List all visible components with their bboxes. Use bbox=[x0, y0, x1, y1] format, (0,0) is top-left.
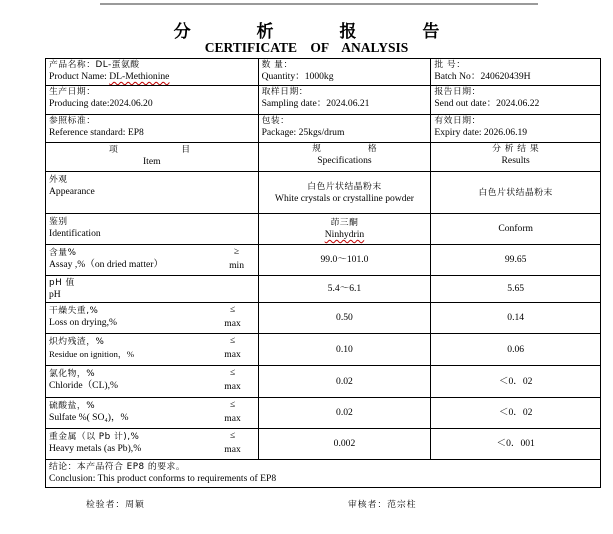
title-english: CERTIFICATE OF ANALYSIS bbox=[204, 40, 409, 55]
conclusion-en: Conclusion: This product conforms to requirements of EP8 bbox=[49, 473, 277, 484]
test-item-ph bbox=[46, 276, 259, 303]
test-name-en: Assay ,%（on dried matter） bbox=[49, 259, 164, 270]
limit-word: max bbox=[224, 349, 241, 360]
test-item-sulfate bbox=[46, 398, 259, 429]
send-out-date-cell bbox=[431, 86, 601, 115]
producing-date-en: Producing date:2024.06.20 bbox=[49, 98, 153, 109]
test-name-en: Heavy metals (as Pb),% bbox=[49, 443, 142, 454]
info-row-dates bbox=[46, 86, 601, 115]
test-name-en: Appearance bbox=[49, 186, 95, 197]
conclusion-row bbox=[46, 460, 601, 488]
batch-cell bbox=[431, 59, 601, 86]
quantity-en: Quantity：1000kg bbox=[261, 71, 334, 82]
info-row-standard bbox=[46, 115, 601, 143]
header-result-cn: 分 析 结 果 bbox=[492, 144, 540, 154]
table-row bbox=[46, 245, 601, 276]
reference-standard-en: Reference standard: EP8 bbox=[49, 127, 144, 138]
spec-residue-on-ignition: 0.10 bbox=[258, 334, 431, 366]
limit-symbol: ≤ bbox=[229, 367, 236, 378]
batch-cn: 批 号： bbox=[434, 60, 466, 70]
spec-assay: 99.0～101.0 bbox=[258, 245, 431, 276]
header-specifications bbox=[258, 143, 431, 172]
product-name-value: DL-Methionine bbox=[109, 71, 170, 82]
result-heavy-metals: ＜0．001 bbox=[431, 429, 601, 460]
table-row bbox=[46, 398, 601, 429]
header-item-cn-b: 目 bbox=[181, 145, 191, 155]
header-item-en: Item bbox=[142, 156, 161, 167]
analysis-table bbox=[45, 58, 601, 488]
quantity-cn: 数 量： bbox=[261, 60, 293, 70]
batch-en: Batch No：240620439H bbox=[434, 71, 531, 82]
header-result-en: Results bbox=[501, 155, 530, 166]
header-results bbox=[431, 143, 601, 172]
spec-loss-on-drying: 0.50 bbox=[258, 303, 431, 334]
test-item-assay bbox=[46, 245, 259, 276]
reviewer-signature: 审核者：范宗柱 bbox=[348, 500, 417, 510]
test-item-residue-on-ignition bbox=[46, 334, 259, 366]
limit-symbol: ≥ bbox=[233, 246, 240, 257]
send-out-date-en: Send out date：2024.06.22 bbox=[434, 98, 540, 109]
spec-appearance bbox=[258, 172, 431, 214]
conclusion-cell bbox=[46, 460, 601, 488]
result-ph: 5.65 bbox=[431, 276, 601, 303]
header-item-cn-a: 项 bbox=[109, 145, 119, 155]
limit-symbol: ≤ bbox=[229, 335, 236, 346]
expiry-date-cell bbox=[431, 115, 601, 143]
result-assay: 99.65 bbox=[431, 245, 601, 276]
test-name-cn: 含量% bbox=[49, 248, 77, 258]
test-item-loss-on-drying bbox=[46, 303, 259, 334]
info-row-product bbox=[46, 59, 601, 86]
table-row bbox=[46, 276, 601, 303]
producing-date-cell bbox=[46, 86, 259, 115]
test-name-cn: 硫酸盐，% bbox=[49, 401, 96, 411]
limit-symbol: ≤ bbox=[229, 399, 236, 410]
table-row bbox=[46, 366, 601, 398]
test-name-cn: 氯化物，% bbox=[49, 369, 96, 379]
sampling-date-cn: 取样日期： bbox=[261, 87, 309, 97]
spec-cn: 白色片状结晶粉末 bbox=[307, 181, 382, 192]
result-chloride: ＜0．02 bbox=[431, 366, 601, 398]
test-name-en: Residue on ignition，% bbox=[49, 349, 135, 359]
sampling-date-cell bbox=[258, 86, 431, 115]
test-name-en: Chloride（CL),% bbox=[49, 380, 119, 391]
spec-chloride: 0.02 bbox=[258, 366, 431, 398]
test-name-cn: 外观 bbox=[49, 175, 68, 185]
test-item-heavy-metals bbox=[46, 429, 259, 460]
expiry-date-cn: 有效日期： bbox=[434, 116, 481, 126]
test-name-cn: 鉴别 bbox=[49, 217, 68, 227]
product-name-en: Product Name: DL-Methionine bbox=[49, 71, 170, 82]
producing-date-cn: 生产日期： bbox=[49, 87, 96, 97]
spec-ph: 5.4～6.1 bbox=[258, 276, 431, 303]
limit-symbol: ≤ bbox=[229, 430, 236, 441]
product-name-cn: 产品名称：DL-蛋氨酸 bbox=[49, 60, 140, 70]
reference-standard-cn: 参照标准： bbox=[49, 116, 96, 126]
limit-word: min bbox=[229, 260, 245, 271]
result-appearance: 白色片状结晶粉末 bbox=[431, 172, 601, 214]
test-name-en: Identification bbox=[49, 228, 101, 239]
spec-identification bbox=[258, 214, 431, 245]
header-spec-cn: 规 格 bbox=[312, 144, 399, 154]
test-name-en: pH bbox=[49, 289, 61, 300]
conclusion-cn: 结论：本产品符合 EP8 的要求。 bbox=[49, 462, 186, 472]
result-loss-on-drying: 0.14 bbox=[431, 303, 601, 334]
sampling-date-en: Sampling date：2024.06.21 bbox=[261, 98, 370, 109]
table-row bbox=[46, 172, 601, 214]
table-row bbox=[46, 214, 601, 245]
inspector-signature: 检验者：周颖 bbox=[86, 500, 145, 510]
title-chinese: 分 析 报 告 bbox=[173, 22, 470, 42]
limit-word: max bbox=[224, 413, 241, 424]
test-name-cn: 炽灼残渣，% bbox=[49, 337, 105, 347]
table-row bbox=[46, 303, 601, 334]
test-item-identification bbox=[46, 214, 259, 245]
table-row bbox=[46, 429, 601, 460]
header-spec-en: Specifications bbox=[317, 155, 372, 166]
quantity-cell bbox=[258, 59, 431, 86]
spec-sulfate: 0.02 bbox=[258, 398, 431, 429]
test-name-en: Sulfate %( SO₄)，% bbox=[49, 412, 129, 423]
product-name-cell bbox=[46, 59, 259, 86]
send-out-date-cn: 报告日期： bbox=[434, 87, 481, 97]
test-name-cn: 干燥失重,% bbox=[49, 306, 99, 316]
reference-standard-cell bbox=[46, 115, 259, 143]
result-sulfate: ＜0．02 bbox=[431, 398, 601, 429]
limit-word: max bbox=[224, 318, 241, 329]
spec-en: Ninhydrin bbox=[324, 229, 365, 240]
package-en: Package: 25kgs/drum bbox=[261, 127, 345, 138]
table-row bbox=[46, 334, 601, 366]
limit-symbol: ≤ bbox=[229, 304, 236, 315]
spec-en: White crystals or crystalline powder bbox=[274, 192, 414, 204]
test-name-en: Loss on drying,% bbox=[49, 317, 117, 328]
spec-heavy-metals: 0.002 bbox=[258, 429, 431, 460]
top-divider-line bbox=[100, 3, 538, 5]
result-residue-on-ignition: 0.06 bbox=[431, 334, 601, 366]
limit-word: max bbox=[224, 381, 241, 392]
test-item-appearance bbox=[46, 172, 259, 214]
test-name-cn: 重金属（以 Pb 计),% bbox=[49, 432, 140, 442]
test-item-chloride bbox=[46, 366, 259, 398]
table-header-row bbox=[46, 143, 601, 172]
test-name-cn: pH 值 bbox=[49, 278, 75, 288]
limit-word: max bbox=[224, 444, 241, 455]
spec-cn: 茚三酮 bbox=[330, 218, 359, 228]
header-item bbox=[46, 143, 259, 172]
package-cell bbox=[258, 115, 431, 143]
expiry-date-en: Expiry date: 2026.06.19 bbox=[434, 127, 528, 138]
result-identification: Conform bbox=[431, 214, 601, 245]
package-cn: 包装： bbox=[261, 116, 290, 126]
